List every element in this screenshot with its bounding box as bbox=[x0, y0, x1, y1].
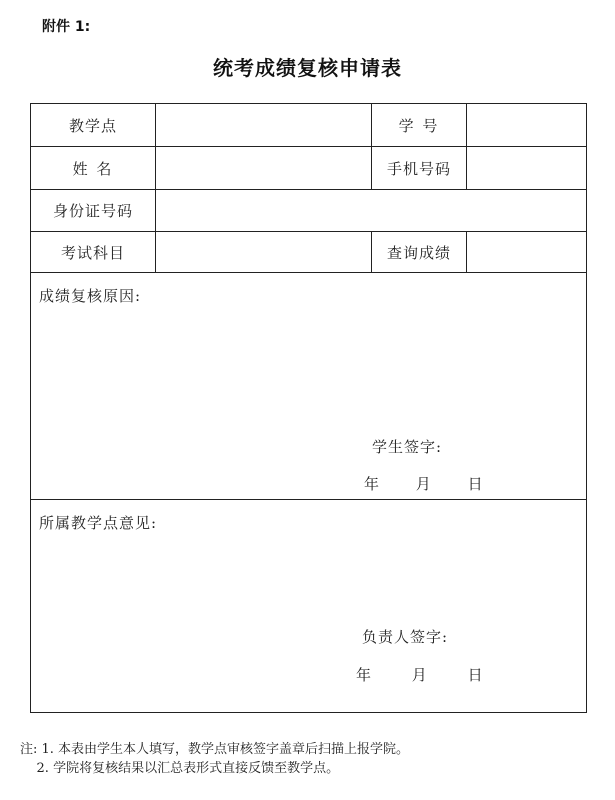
form-row-reason bbox=[31, 273, 587, 500]
supervisor-signature-label: 负责人签字: bbox=[362, 628, 449, 646]
reason-label: 成绩复核原因: bbox=[39, 287, 142, 305]
reason-box[interactable] bbox=[31, 273, 587, 500]
form-row-id-card bbox=[31, 190, 587, 232]
student-signature-label: 学生签字: bbox=[372, 438, 443, 456]
reason-date-day: 日 bbox=[467, 475, 483, 493]
score-query-label: 查询成绩 bbox=[372, 232, 467, 273]
form-row-name bbox=[31, 147, 587, 190]
reason-date-month: 月 bbox=[415, 475, 431, 493]
footnotes bbox=[20, 740, 409, 778]
form-row-subject bbox=[31, 232, 587, 273]
id-card-label: 身份证号码 bbox=[31, 190, 156, 232]
opinion-label: 所属教学点意见: bbox=[39, 514, 158, 532]
subject-label: 考试科目 bbox=[31, 232, 156, 273]
opinion-date-year: 年 bbox=[356, 666, 372, 684]
campus-field[interactable] bbox=[156, 104, 372, 147]
reason-date bbox=[364, 473, 483, 494]
application-form bbox=[30, 103, 587, 713]
form-row-campus bbox=[31, 104, 587, 147]
campus-label: 教学点 bbox=[31, 104, 156, 147]
student-id-field[interactable] bbox=[467, 104, 587, 147]
footnote-1: 注: 1. 本表由学生本人填写，教学点审核签字盖章后扫描上报学院。 bbox=[20, 742, 410, 757]
subject-field[interactable] bbox=[156, 232, 372, 273]
student-id-label: 学 号 bbox=[372, 104, 467, 147]
phone-field[interactable] bbox=[467, 147, 587, 190]
name-label: 姓 名 bbox=[31, 147, 156, 190]
opinion-date-month: 月 bbox=[411, 666, 427, 684]
opinion-box[interactable] bbox=[31, 500, 587, 713]
opinion-date bbox=[356, 664, 483, 685]
attachment-label: 附件 1: bbox=[42, 19, 91, 35]
phone-label: 手机号码 bbox=[372, 147, 467, 190]
opinion-date-day: 日 bbox=[467, 666, 483, 684]
id-card-field[interactable] bbox=[156, 190, 587, 232]
form-row-opinion bbox=[31, 500, 587, 713]
reason-date-year: 年 bbox=[364, 475, 380, 493]
footnote-2: 2. 学院将复核结果以汇总表形式直接反馈至教学点。 bbox=[20, 761, 340, 776]
form-title: 统考成绩复核申请表 bbox=[213, 56, 402, 80]
name-field[interactable] bbox=[156, 147, 372, 190]
score-query-field[interactable] bbox=[467, 232, 587, 273]
